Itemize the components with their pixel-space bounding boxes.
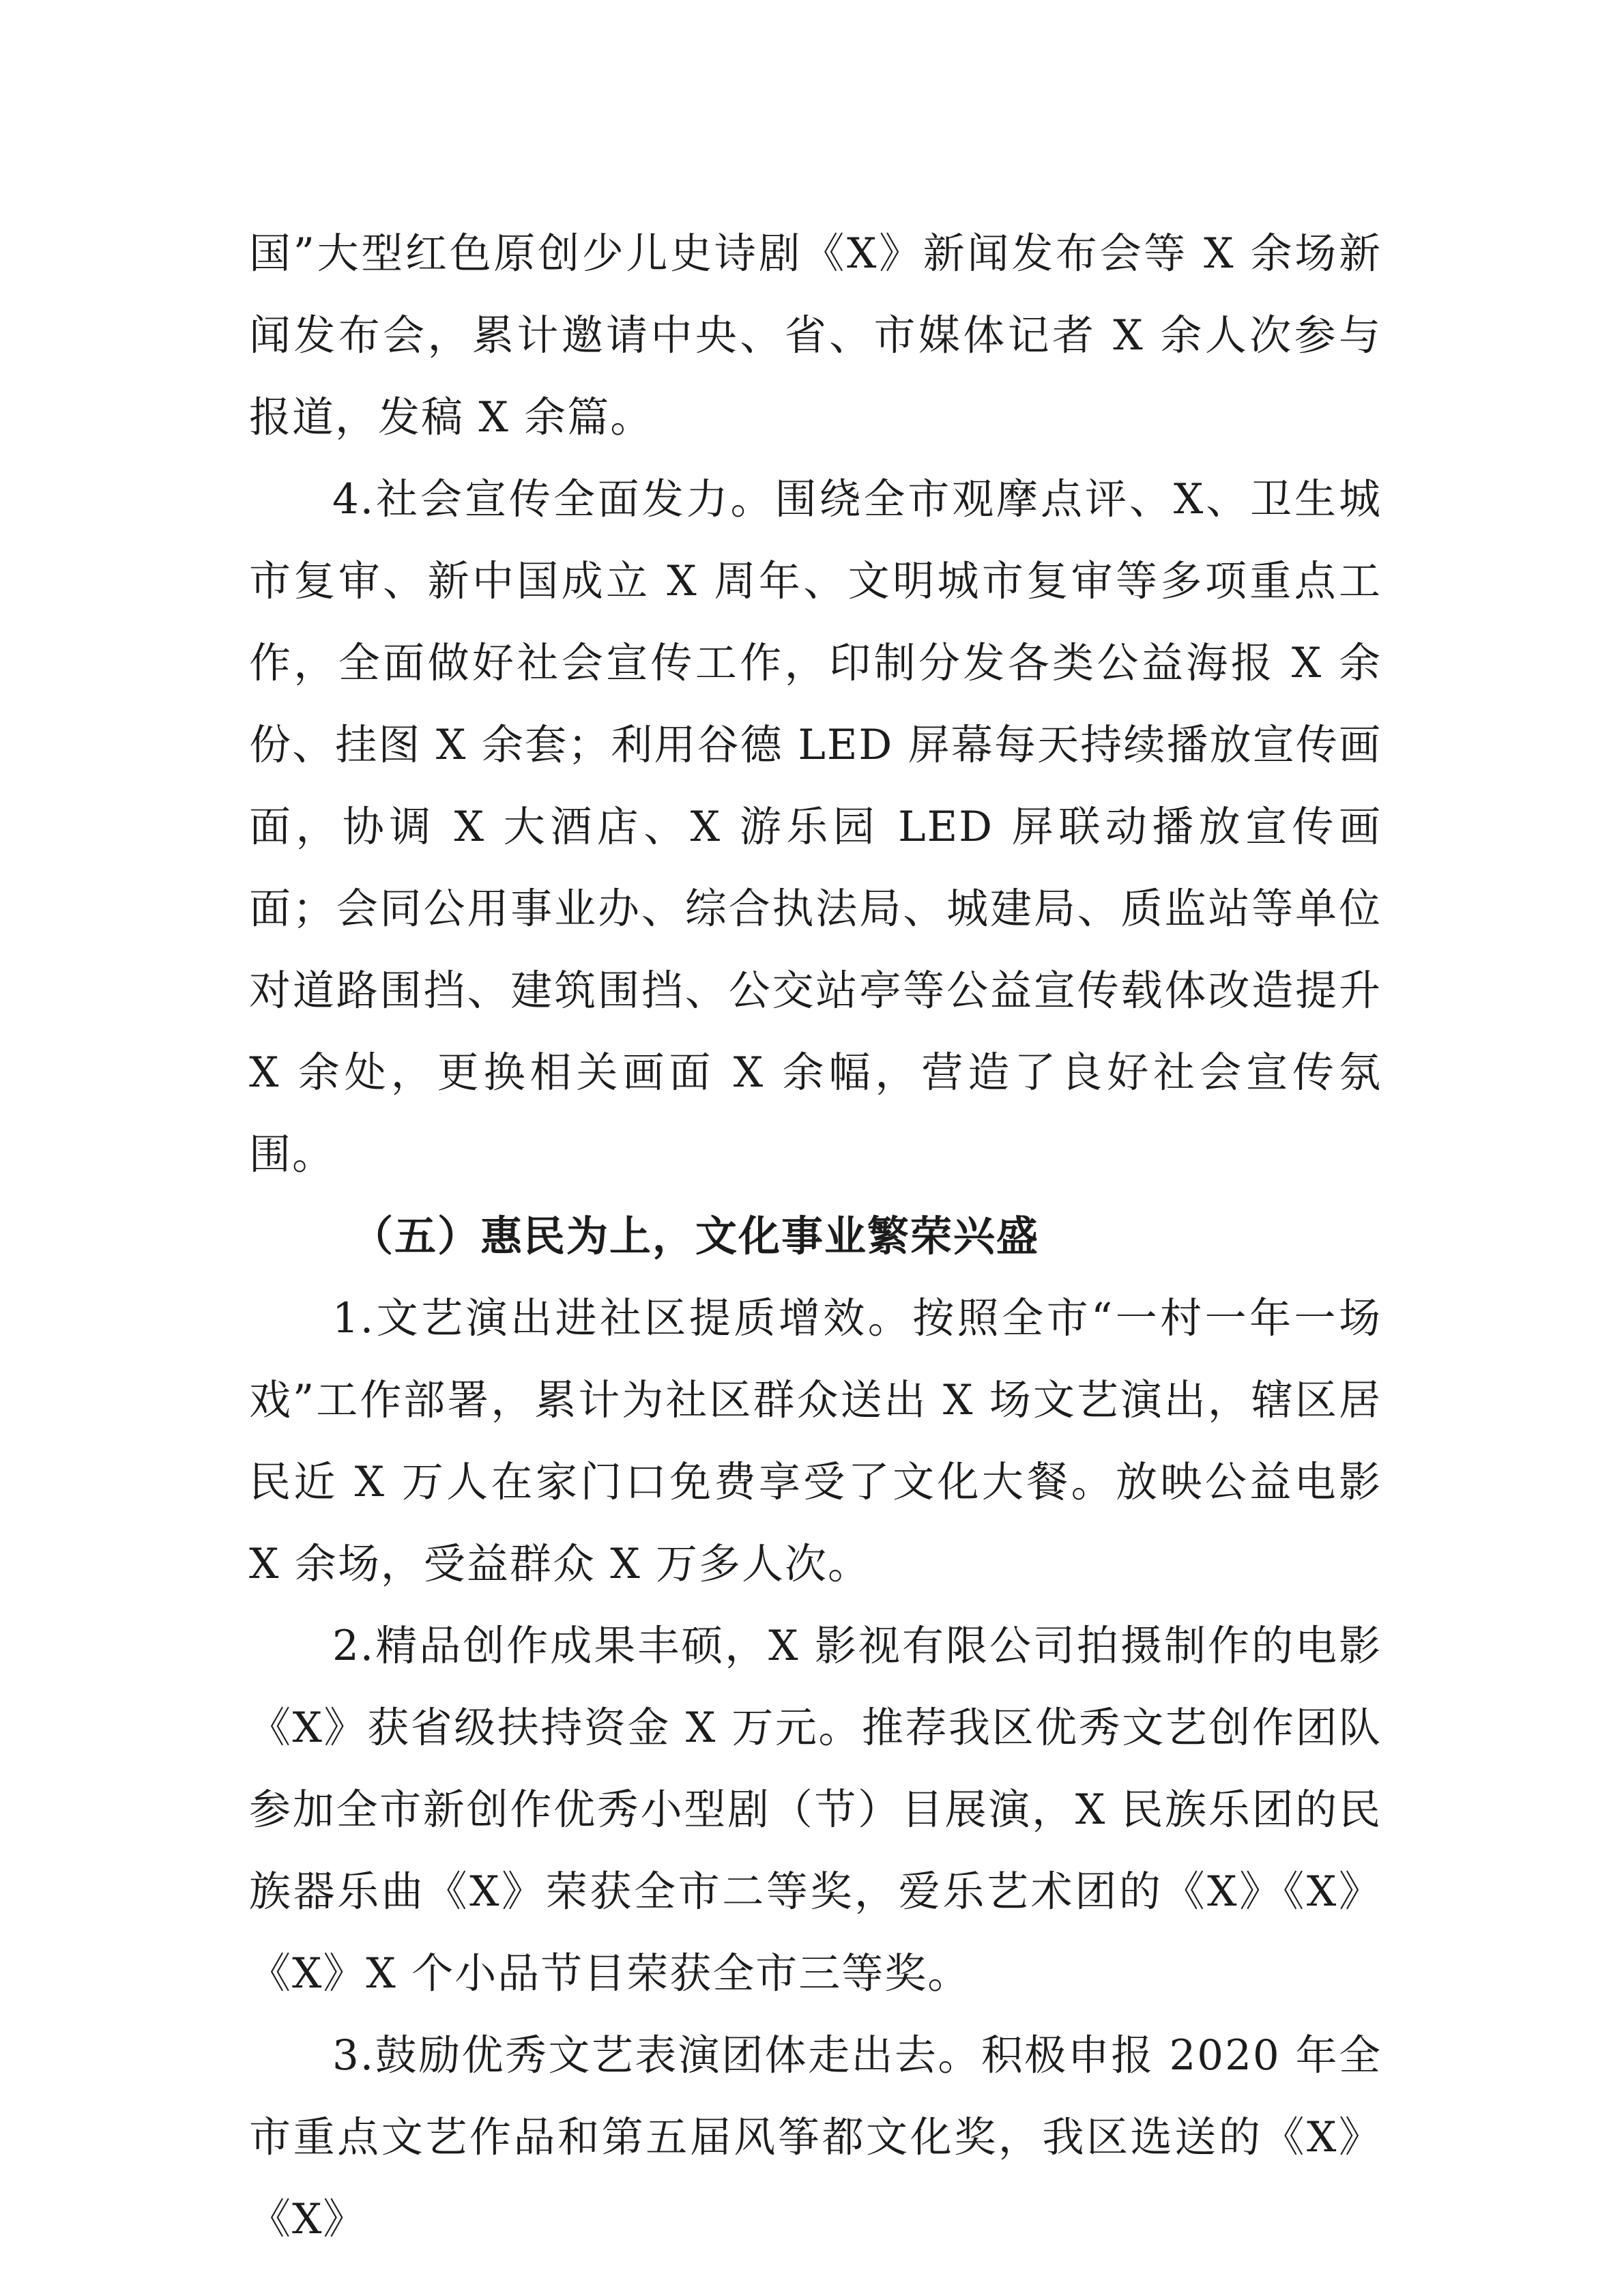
paragraph-community-performances: 1.文艺演出进社区提质增效。按照全市“一村一年一场戏”工作部署，累计为社区群众送出 X 场文艺演出，辖区居民近 X 万人在家门口免费享受了文化大餐。放映公益电影 X 余场，受益群众 X 万多人次。 <box>249 1294 1382 1588</box>
document-body <box>249 213 1382 2261</box>
paragraph-troupes-going-out: 3.鼓励优秀文艺表演团体走出去。积极申报 2020 年全市重点文艺作品和第五届风筝都文化奖，我区选送的《X》《X》 <box>249 2031 1382 2243</box>
paragraph-creative-achievements: 2.精品创作成果丰硕，X 影视有限公司拍摄制作的电影《X》获省级扶持资金 X 万元。推荐我区优秀文艺创作团队参加全市新创作优秀小型剧（节）目展演，X 民族乐团的民族器乐曲《X》荣获全市二等奖，爱乐艺术团的《X》《X》《X》X 个小品节目荣获全市三等奖。 <box>249 1622 1382 1998</box>
paragraph-press-conferences: 国”大型红色原创少儿史诗剧《X》新闻发布会等 X 余场新闻发布会，累计邀请中央、省、市媒体记者 X 余人次参与报道，发稿 X 余篇。 <box>249 229 1382 442</box>
paragraph-social-publicity: 4.社会宣传全面发力。围绕全市观摩点评、X、卫生城市复审、新中国成立 X 周年、文明城市复审等多项重点工作，全面做好社会宣传工作，印制分发各类公益海报 X 余份、挂图 X 余套；利用谷德 LED 屏幕每天持续播放宣传画面，协调 X 大酒店、X 游乐园 LED 屏联动播放宣传画面；会同公用事业办、综合执法局、城建局、质监站等单位对道路围挡、建筑围挡、公交站亭等公益宣传载体改造提升 X 余处，更换相关画面 X 余幅，营造了良好社会宣传氛围。 <box>249 475 1382 1179</box>
section-heading-five: （五）惠民为上，文化事业繁荣兴盛 <box>351 1212 1040 1261</box>
